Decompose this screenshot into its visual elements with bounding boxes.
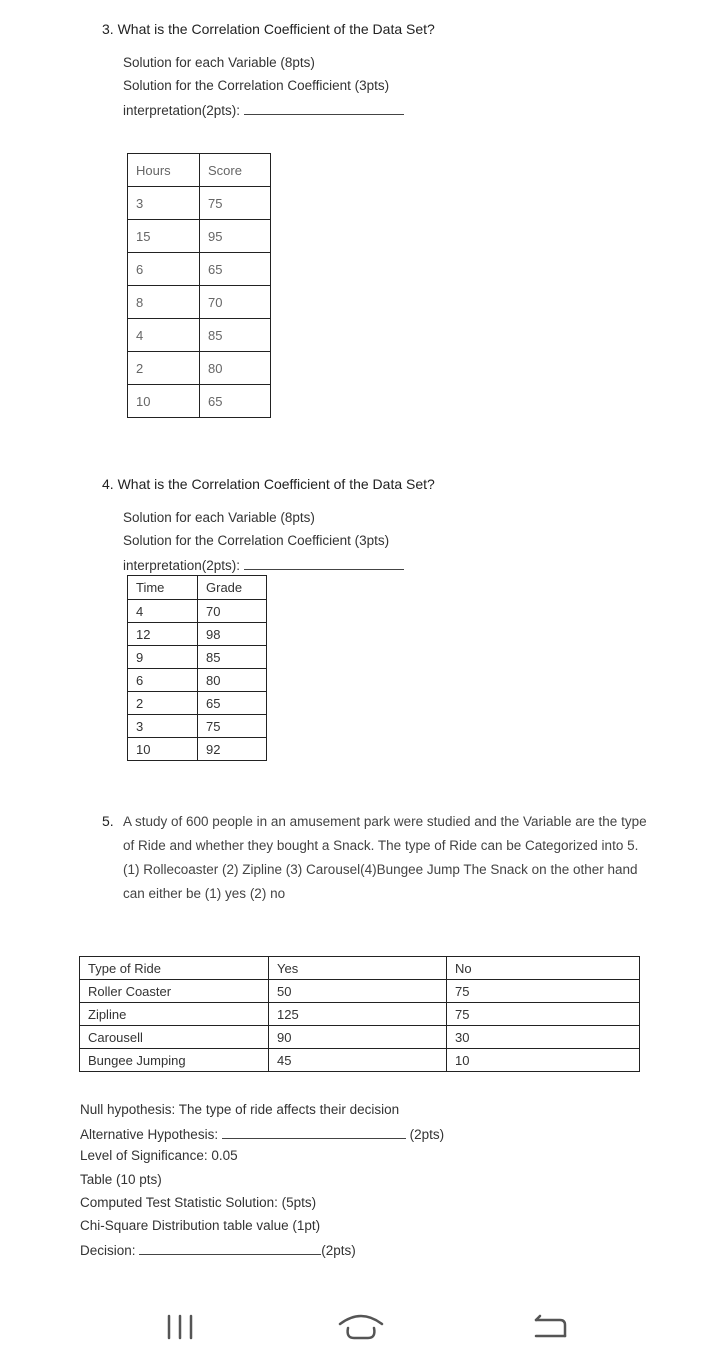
table-row bbox=[128, 352, 271, 385]
table-row bbox=[128, 385, 271, 418]
q3-cell: 65 bbox=[200, 253, 271, 286]
table-row bbox=[128, 646, 267, 669]
q4-cell: 80 bbox=[198, 669, 267, 692]
q4-cell: 9 bbox=[128, 646, 198, 669]
table-row bbox=[128, 715, 267, 738]
q5-cell: 75 bbox=[447, 980, 640, 1003]
level-of-significance: Level of Significance: 0.05 bbox=[80, 1148, 238, 1163]
q5-cell: 75 bbox=[447, 1003, 640, 1026]
chi-square-table-value: Chi-Square Distribution table value (1pt) bbox=[80, 1218, 321, 1233]
q3-cell: 2 bbox=[128, 352, 200, 385]
q3-interpretation bbox=[123, 101, 404, 118]
q4-cell: 12 bbox=[128, 623, 198, 646]
q3-interpretation-label: interpretation(2pts): bbox=[123, 103, 241, 118]
q4-cell: 3 bbox=[128, 715, 198, 738]
table-row bbox=[80, 980, 640, 1003]
q3-cell: 3 bbox=[128, 187, 200, 220]
table-row bbox=[128, 319, 271, 352]
q3-cell: 15 bbox=[128, 220, 200, 253]
q5-cell: Bungee Jumping bbox=[80, 1049, 269, 1072]
q3-line-2: Solution for the Correlation Coefficient (3pts) bbox=[123, 78, 390, 93]
decision-pts: (2pts) bbox=[321, 1243, 356, 1258]
q3-header-hours: Hours bbox=[128, 154, 200, 187]
back-icon[interactable] bbox=[530, 1312, 570, 1342]
table-row bbox=[128, 669, 267, 692]
q4-cell: 2 bbox=[128, 692, 198, 715]
q3-cell: 65 bbox=[200, 385, 271, 418]
q5-cell: 90 bbox=[269, 1026, 447, 1049]
q3-interpretation-blank[interactable] bbox=[244, 101, 404, 115]
recent-apps-icon[interactable] bbox=[163, 1312, 197, 1342]
q5-cell: 50 bbox=[269, 980, 447, 1003]
table-row bbox=[128, 187, 271, 220]
table-row bbox=[128, 220, 271, 253]
q3-title: 3. What is the Correlation Coefficient of the Data Set? bbox=[102, 21, 435, 37]
table-points: Table (10 pts) bbox=[80, 1172, 162, 1187]
q4-cell: 98 bbox=[198, 623, 267, 646]
q3-cell: 85 bbox=[200, 319, 271, 352]
q5-number: 5. bbox=[102, 813, 114, 829]
q4-cell: 92 bbox=[198, 738, 267, 761]
q5-header-ride: Type of Ride bbox=[80, 957, 269, 980]
table-row bbox=[128, 623, 267, 646]
table-row bbox=[128, 738, 267, 761]
q3-cell: 10 bbox=[128, 385, 200, 418]
table-row bbox=[128, 692, 267, 715]
decision bbox=[80, 1241, 356, 1258]
q4-cell: 6 bbox=[128, 669, 198, 692]
q3-cell: 8 bbox=[128, 286, 200, 319]
q4-cell: 10 bbox=[128, 738, 198, 761]
q3-cell: 4 bbox=[128, 319, 200, 352]
alt-hypothesis-blank[interactable] bbox=[222, 1125, 406, 1139]
q4-line-1: Solution for each Variable (8pts) bbox=[123, 510, 315, 525]
table-header-row bbox=[128, 154, 271, 187]
navigation-bar bbox=[0, 1282, 720, 1372]
q5-text bbox=[123, 810, 653, 906]
decision-blank[interactable] bbox=[139, 1241, 321, 1255]
q5-header-no: No bbox=[447, 957, 640, 980]
computed-test-statistic: Computed Test Statistic Solution: (5pts) bbox=[80, 1195, 317, 1210]
q5-cell: 30 bbox=[447, 1026, 640, 1049]
table-row bbox=[80, 1003, 640, 1026]
q4-header-grade: Grade bbox=[198, 576, 267, 600]
table-header-row bbox=[128, 576, 267, 600]
q3-cell: 6 bbox=[128, 253, 200, 286]
alt-label: Alternative Hypothesis: bbox=[80, 1127, 219, 1142]
q5-header-yes: Yes bbox=[269, 957, 447, 980]
q3-cell: 75 bbox=[200, 187, 271, 220]
q4-line-2: Solution for the Correlation Coefficient (3pts) bbox=[123, 533, 390, 548]
home-icon[interactable] bbox=[336, 1310, 386, 1342]
q4-interpretation-label: interpretation(2pts): bbox=[123, 558, 241, 573]
table-header-row bbox=[80, 957, 640, 980]
q5-cell: Carousell bbox=[80, 1026, 269, 1049]
q4-cell: 70 bbox=[198, 600, 267, 623]
q4-table bbox=[127, 575, 267, 761]
q5-cell: 45 bbox=[269, 1049, 447, 1072]
q3-header-score: Score bbox=[200, 154, 271, 187]
q5-cell: Zipline bbox=[80, 1003, 269, 1026]
decision-label: Decision: bbox=[80, 1243, 136, 1258]
q3-table bbox=[127, 153, 271, 418]
q5-paragraph: A study of 600 people in an amusement park were studied and the Variable are the type of Ride and whether they bought a Snack. The type of Ride can be Categorized into 5. (1) Rollecoaster (2) Zipline (3) Carousel(4)Bungee Jump The Snack on the other hand can either be (1) yes (2) no bbox=[123, 814, 647, 901]
q3-cell: 80 bbox=[200, 352, 271, 385]
table-row bbox=[80, 1026, 640, 1049]
table-row bbox=[128, 253, 271, 286]
alternative-hypothesis bbox=[80, 1125, 444, 1142]
q5-cell: Roller Coaster bbox=[80, 980, 269, 1003]
q5-cell: 125 bbox=[269, 1003, 447, 1026]
q3-line-1: Solution for each Variable (8pts) bbox=[123, 55, 315, 70]
q4-cell: 85 bbox=[198, 646, 267, 669]
table-row bbox=[128, 286, 271, 319]
table-row bbox=[80, 1049, 640, 1072]
q5-cell: 10 bbox=[447, 1049, 640, 1072]
q4-interpretation bbox=[123, 556, 404, 573]
q4-cell: 4 bbox=[128, 600, 198, 623]
q4-header-time: Time bbox=[128, 576, 198, 600]
q4-title: 4. What is the Correlation Coefficient of the Data Set? bbox=[102, 476, 435, 492]
q5-table bbox=[79, 956, 640, 1072]
alt-pts: (2pts) bbox=[409, 1127, 445, 1142]
null-hypothesis: Null hypothesis: The type of ride affects their decision bbox=[80, 1102, 400, 1117]
table-row bbox=[128, 600, 267, 623]
q3-cell: 95 bbox=[200, 220, 271, 253]
q4-cell: 75 bbox=[198, 715, 267, 738]
q4-cell: 65 bbox=[198, 692, 267, 715]
q4-interpretation-blank[interactable] bbox=[244, 556, 404, 570]
q3-cell: 70 bbox=[200, 286, 271, 319]
